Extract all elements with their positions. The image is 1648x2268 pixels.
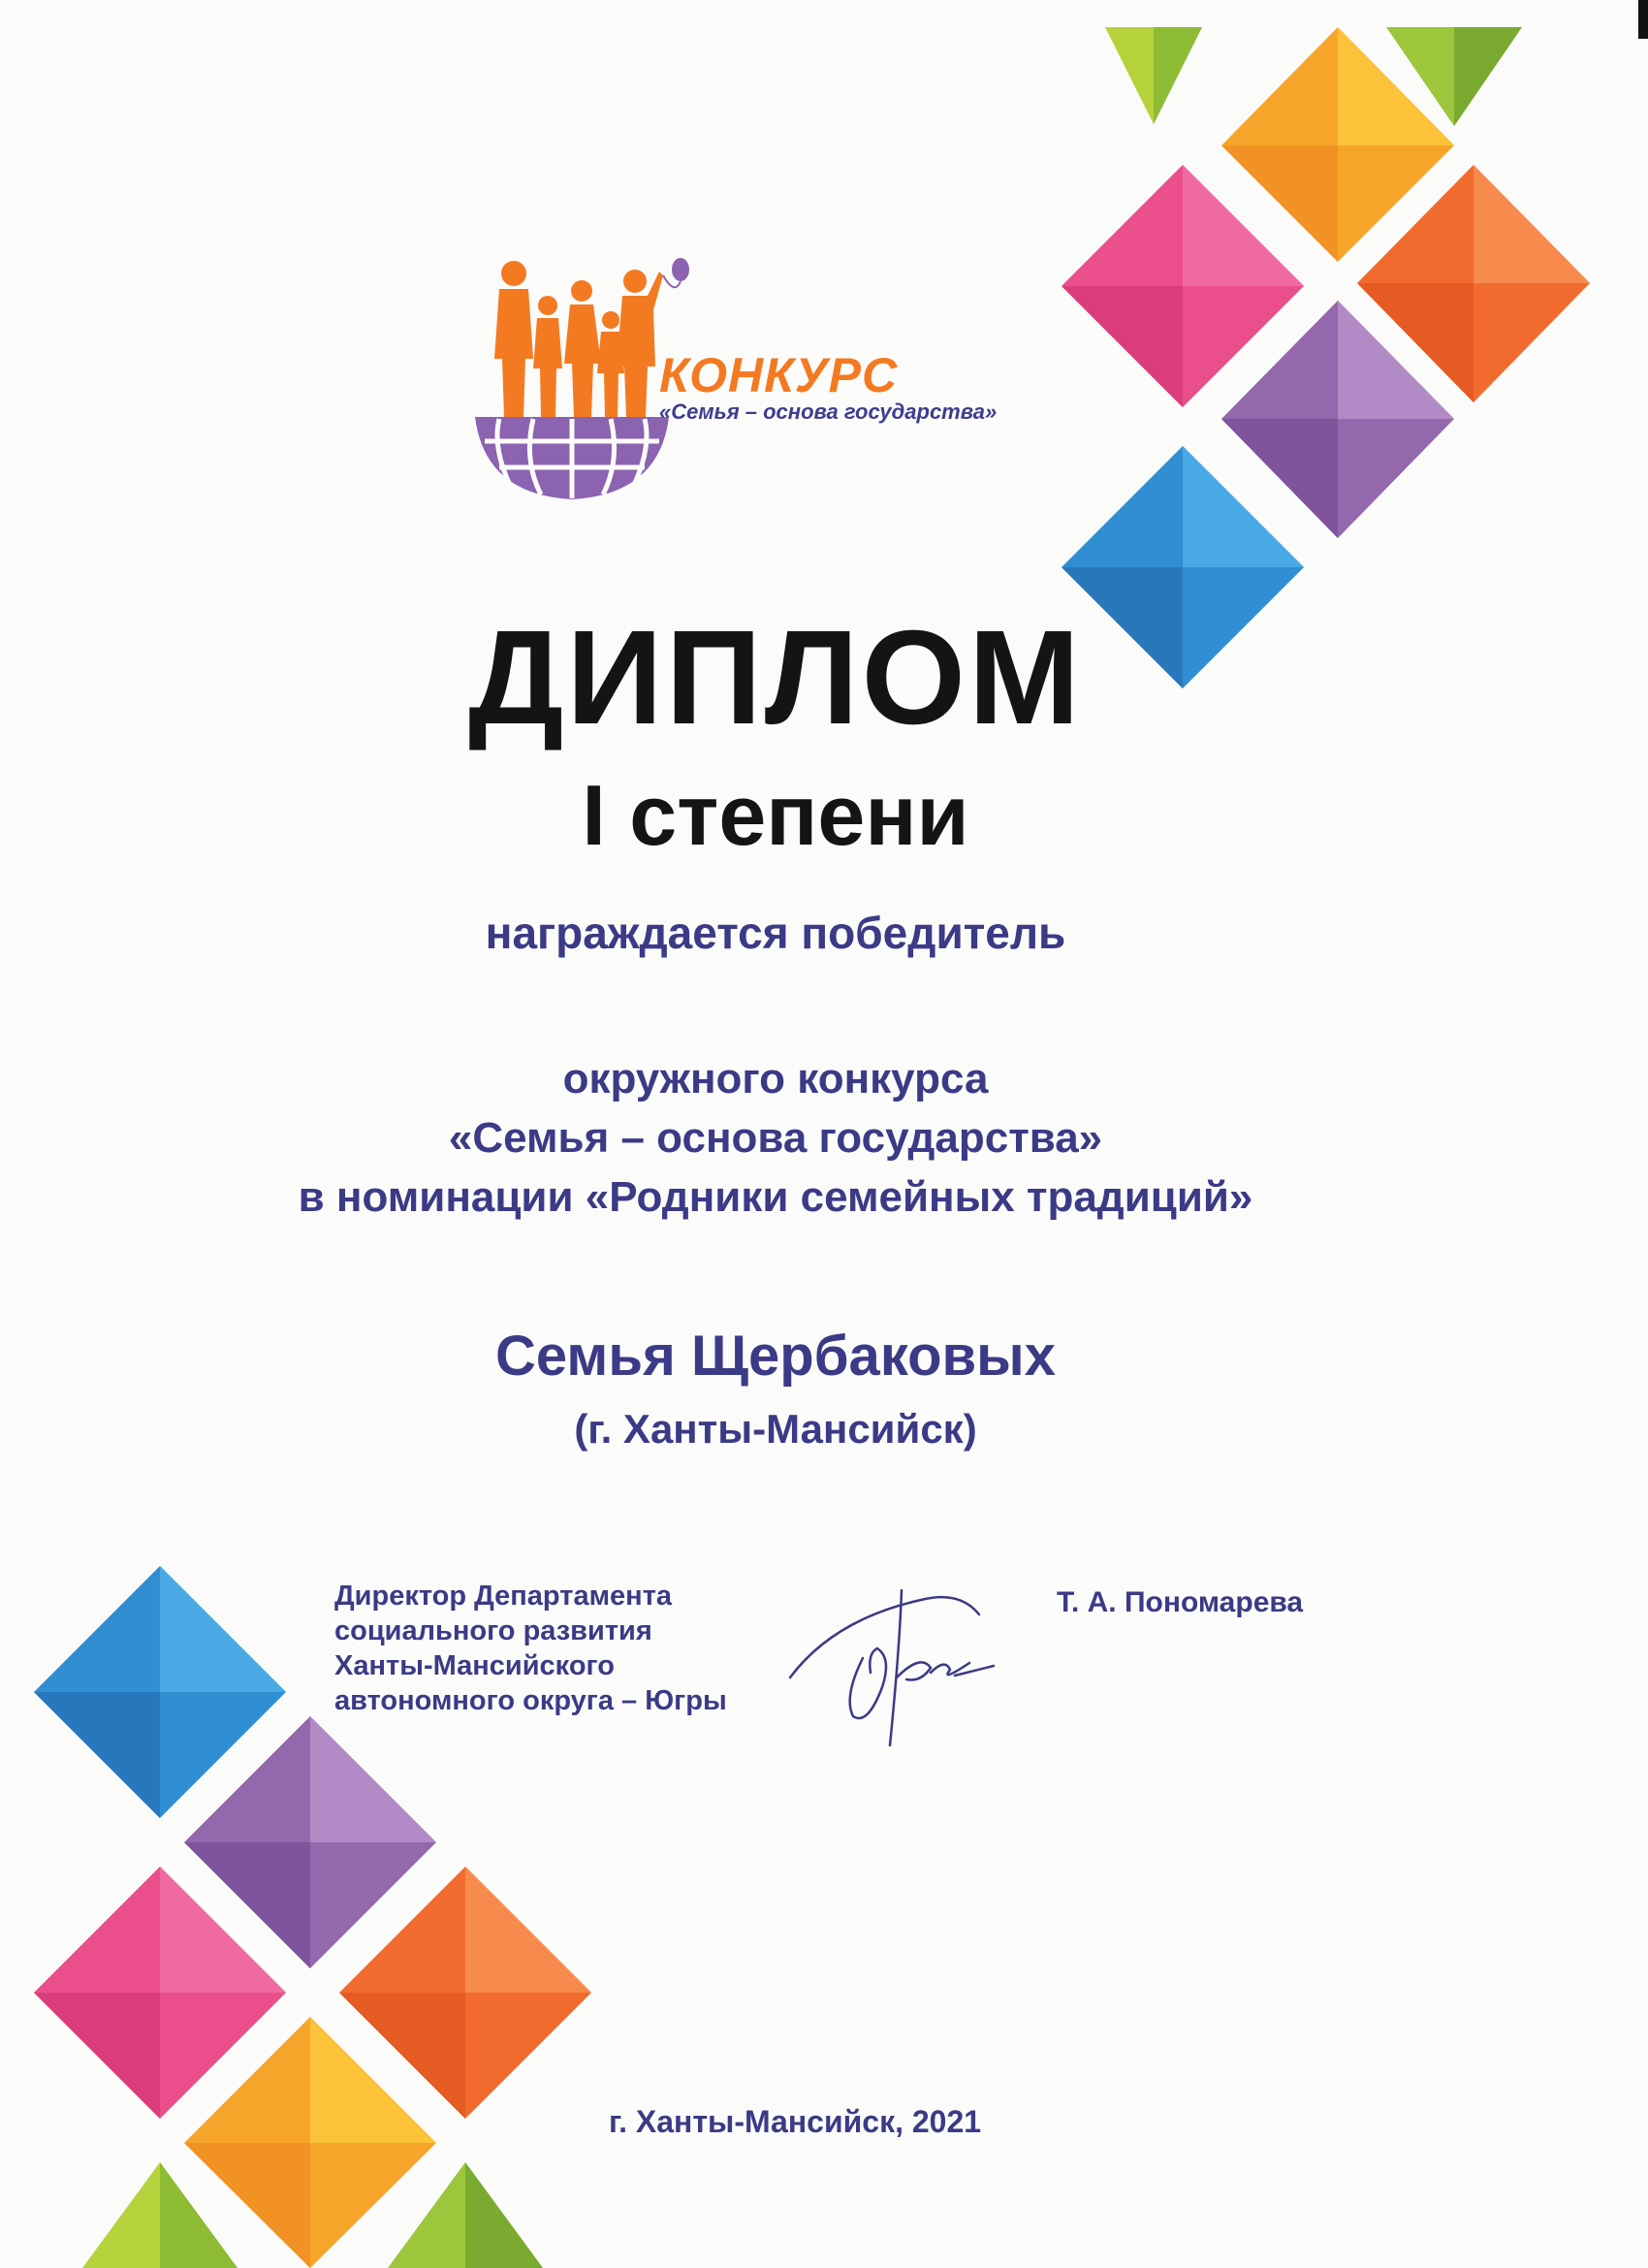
top-right-diamond-ornament [1057, 0, 1648, 698]
diploma-degree: I степени [582, 767, 969, 863]
logo-subtitle: «Семья – основа государства» [659, 399, 998, 424]
signatory-position-line: социального развития [334, 1615, 652, 1646]
signatory-position [334, 1579, 727, 1718]
contest-description [0, 1049, 1551, 1227]
contest-line: «Семья – основа государства» [448, 1114, 1103, 1162]
contest-line: окружного конкурса [562, 1055, 989, 1102]
signatory-position-line: автономного округа – Югры [334, 1685, 727, 1716]
signatory-position-line: Директор Департамента [334, 1581, 673, 1612]
diploma-title: ДИПЛОМ [468, 603, 1083, 752]
recipient-name: Семья Щербаковых [495, 1325, 1056, 1388]
handwritten-signature-icon [776, 1561, 1028, 1755]
logo-title: КОНКУРС [659, 348, 899, 402]
awarded-line: награждается победитель [485, 908, 1066, 958]
signatory-position-line: Ханты-Мансийского [334, 1650, 615, 1681]
signatory-name: Т. А. Пономарева [1057, 1586, 1304, 1618]
scan-edge-mark [1638, 0, 1648, 39]
place-and-year: г. Ханты-Мансийск, 2021 [608, 2104, 982, 2139]
contest-line: в номинации «Родники семейных традиций» [298, 1173, 1253, 1221]
recipient-city: (г. Ханты-Мансийск) [574, 1406, 977, 1452]
